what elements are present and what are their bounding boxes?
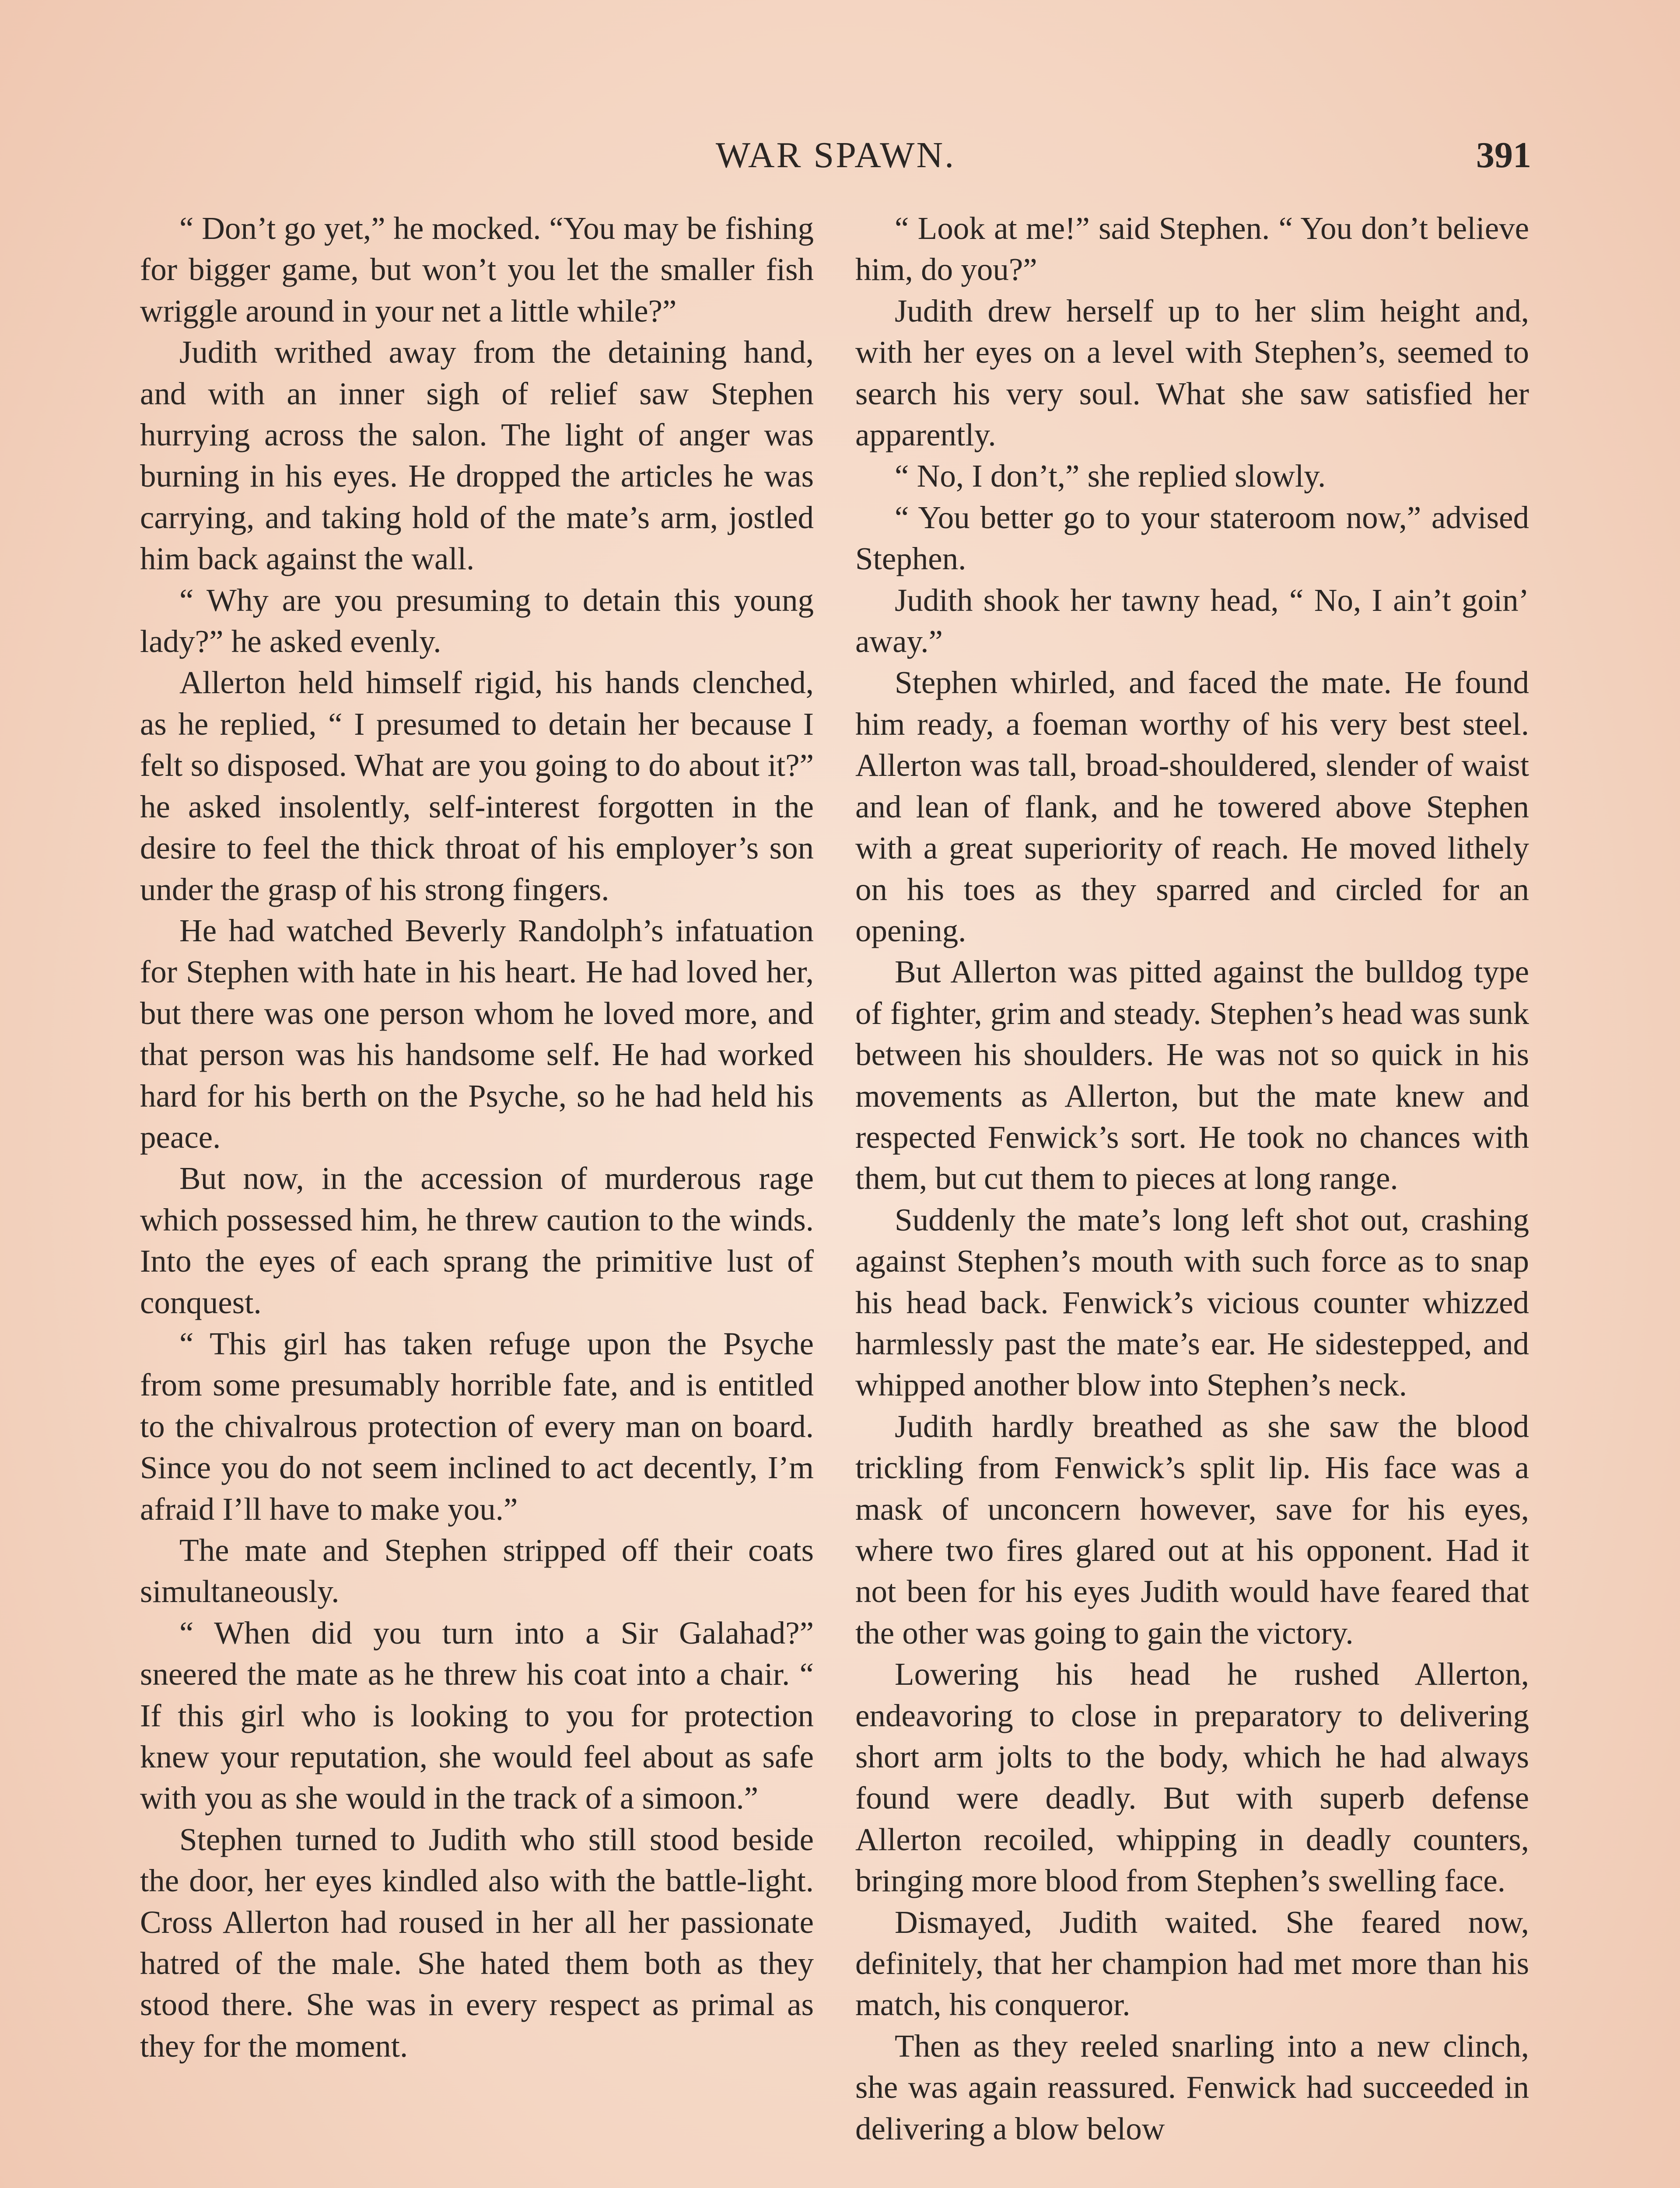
right-column <box>855 208 1529 2188</box>
paragraph: But Allerton was pitted against the bulldog type of fighter, grim and steady. Stephen’s head was sunk between his shoulders. He was not so quick in his movements as Allerton, but the mate knew and respected Fenwick’s sort. He took no chances with them, but cut them to pieces at long range. <box>855 954 1529 1196</box>
paragraph: “ This girl has taken refuge upon the Psyche from some presumably horrible fate, and is entitled to the chivalrous protection of every man on board. Since you do not seem inclined to act decently, I’m afraid I’ll have to make you.” <box>140 1325 814 1527</box>
paragraph: “ No, I don’t,” she replied slowly. <box>895 458 1326 494</box>
paragraph: “ When did you turn into a Sir Galahad?” sneered the mate as he threw his coat into a chair. “ If this girl who is looking to you for protection knew your reputation, she would feel about as safe with you as she would in the track of a simoon.” <box>140 1615 814 1816</box>
paragraph: Allerton held himself rigid, his hands clenched, as he replied, “ I presumed to detain her because I felt so disposed. What are you going to do about it?” he asked insolently, self-interest forgotten in the desire to feel the thick throat of his employer’s son under the grasp of his strong fingers. <box>140 665 814 907</box>
paragraph: Dismayed, Judith waited. She feared now, definitely, that her champion had met more than his match, his conqueror. <box>855 1904 1529 2023</box>
running-title: WAR SPAWN. <box>715 135 956 175</box>
paragraph: Then as they reeled snarling into a new clinch, she was again reassured. Fenwick had succeeded in delivering a blow below <box>855 2028 1529 2146</box>
page-number: 391 <box>1476 135 1531 175</box>
paragraph: “ Don’t go yet,” he mocked. “You may be fishing for bigger game, but won’t you let the smaller fish wriggle around in your net a little while?” <box>140 210 814 329</box>
paragraph: He had watched Beverly Randolph’s infatuation for Stephen with hate in his heart. He had loved her, but there was one person whom he loved more, and that person was his handsome self. He had worked hard for his berth on the Psyche, so he had held his peace. <box>140 912 814 1155</box>
paragraph: Stephen turned to Judith who still stood beside the door, her eyes kindled also with the battle-light. Cross Allerton had roused in her all her passionate hatred of the male. She hated them both as they stood there. She was in every respect as primal as they for the moment. <box>140 1821 814 2064</box>
paragraph: Lowering his head he rushed Allerton, endeavoring to close in preparatory to delivering short arm jolts to the body, which he had always found were deadly. But with superb defense Allerton recoiled, whipping in deadly counters, bringing more blood from Stephen’s swelling face. <box>855 1656 1529 1899</box>
paragraph: Judith hardly breathed as she saw the blood trickling from Fenwick’s split lip. His face was a mask of unconcern however, save for his eyes, where two fires glared out at his opponent. Had it not been for his eyes Judith would have feared that the other was going to gain the victory. <box>855 1408 1529 1651</box>
page-header <box>140 131 1531 179</box>
paragraph: Stephen whirled, and faced the mate. He found him ready, a foeman worthy of his very best steel. Allerton was tall, broad-shouldered, slender of waist and lean of flank, and he towered above Stephen with a great superiority of reach. He moved lithely on his toes as they sparred and circled for an opening. <box>855 665 1529 948</box>
left-column <box>140 208 814 2188</box>
paragraph: “ Why are you presuming to detain this young lady?” he asked evenly. <box>140 582 814 659</box>
paragraph: The mate and Stephen stripped off their coats simultaneously. <box>140 1532 814 1609</box>
paragraph: But now, in the accession of murderous rage which possessed him, he threw caution to the winds. Into the eyes of each sprang the primitive lust of conquest. <box>140 1161 814 1320</box>
paragraph: Suddenly the mate’s long left shot out, crashing against Stephen’s mouth with such force as to snap his head back. Fenwick’s vicious counter whizzed harmlessly past the mate’s ear. He sidestepped, and whipped another blow into Stephen’s neck. <box>855 1202 1529 1403</box>
paragraph: “ Look at me!” said Stephen. “ You don’t believe him, do you?” <box>855 210 1529 288</box>
paragraph: “ You better go to your stateroom now,” advised Stephen. <box>855 499 1529 577</box>
paragraph: Judith writhed away from the detaining hand, and with an inner sigh of relief saw Stephen hurrying across the salon. The light of anger was burning in his eyes. He dropped the articles he was carrying, and taking hold of the mate’s arm, jostled him back against the wall. <box>140 334 814 577</box>
paragraph: Judith shook her tawny head, “ No, I ain’t goin’ away.” <box>855 582 1529 659</box>
paragraph: Judith drew herself up to her slim height and, with her eyes on a level with Stephen’s, seemed to search his very soul. What she saw satisfied her apparently. <box>855 293 1529 453</box>
